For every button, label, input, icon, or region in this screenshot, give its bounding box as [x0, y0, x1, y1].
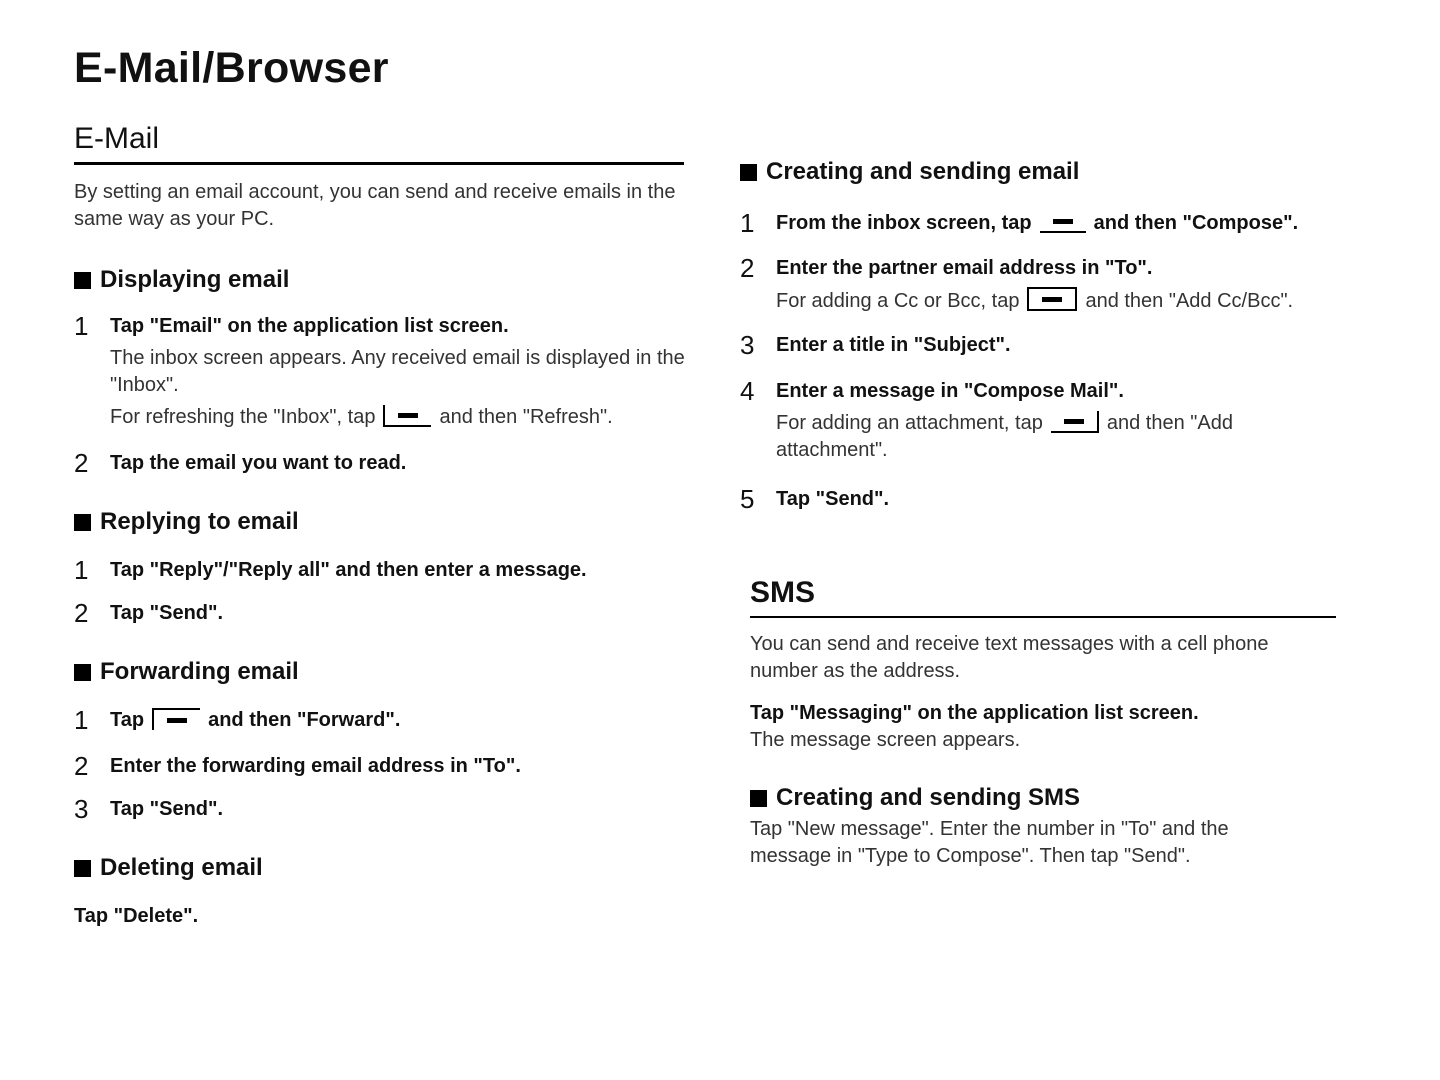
forward-step-3: [74, 796, 223, 823]
step-text: and then "Compose".: [1093, 212, 1299, 234]
sms-tap-line: Tap "Messaging" on the application list screen.: [750, 702, 1199, 724]
step-number: 1: [74, 311, 89, 341]
step-text: Tap "Send".: [776, 488, 890, 510]
sms-section-rule: [750, 616, 1336, 618]
square-bullet-icon: [74, 860, 91, 877]
step-text: Tap "Reply"/"Reply all" and then enter a message.: [110, 559, 587, 581]
display-step-2: [74, 450, 406, 477]
step-text: From the inbox screen, tap: [776, 212, 1032, 234]
step-number: 5: [740, 484, 755, 514]
step-number: 1: [74, 555, 89, 585]
step-text: Tap the email you want to read.: [110, 452, 407, 474]
creating-email-heading: [740, 158, 1079, 186]
page-title: E-Mail/Browser: [74, 44, 389, 92]
square-bullet-icon: [74, 272, 91, 289]
square-bullet-icon: [750, 790, 767, 807]
step-number: 2: [74, 751, 89, 781]
forwarding-email-heading: [74, 658, 299, 686]
display-step-1: [74, 313, 686, 431]
step-text: Enter a message in "Compose Mail".: [776, 380, 1124, 402]
create-step-4: [740, 378, 1336, 464]
step-number: 1: [740, 208, 755, 238]
step-note: [776, 410, 1336, 464]
step-number: 1: [74, 705, 89, 735]
step-number: 4: [740, 376, 755, 406]
note-text: For adding an attachment, tap: [776, 412, 1043, 434]
step-text: Tap "Send".: [110, 798, 224, 820]
menu-key-icon: [1051, 411, 1099, 433]
note-text: and then "Refresh".: [439, 406, 613, 428]
email-section-rule: [74, 162, 684, 165]
create-step-5: [740, 486, 889, 513]
menu-key-icon: [1040, 211, 1086, 233]
note-text: and then "Add Cc/Bcc".: [1085, 290, 1294, 312]
forward-step-1: [74, 707, 400, 734]
step-text: Enter the forwarding email address in "To".: [110, 755, 521, 777]
sms-tap-note: The message screen appears.: [750, 729, 1021, 751]
reply-step-1: [74, 557, 587, 584]
heading-text: Creating and sending email: [766, 158, 1080, 185]
heading-text: Forwarding email: [100, 658, 299, 685]
creating-sms-heading: [750, 784, 1080, 812]
menu-key-icon: [1027, 287, 1077, 311]
step-number: 3: [74, 794, 89, 824]
email-intro: By setting an email account, you can send and receive emails in the same way as your PC.: [74, 181, 676, 230]
step-text: Tap "Email" on the application list screen.: [110, 315, 509, 337]
step-text: Enter a title in "Subject".: [776, 334, 1011, 356]
step-number: 2: [740, 253, 755, 283]
heading-text: Displaying email: [100, 266, 290, 293]
forward-step-2: [74, 753, 521, 780]
heading-text: Creating and sending SMS: [776, 784, 1081, 811]
step-number: 2: [74, 598, 89, 628]
email-section-title: E-Mail: [74, 122, 160, 155]
menu-key-icon: [383, 405, 431, 427]
create-step-3: [740, 332, 1011, 359]
reply-step-2: [74, 600, 223, 627]
step-text: and then "Forward".: [208, 709, 401, 731]
delete-text: Tap "Delete".: [74, 905, 199, 927]
sms-intro: You can send and receive text messages with a cell phone number as the address.: [750, 633, 1269, 682]
note-text: For adding a Cc or Bcc, tap: [776, 290, 1020, 312]
step-note: [776, 287, 1293, 315]
displaying-email-heading: [74, 266, 289, 294]
create-step-1: [740, 210, 1298, 237]
step-text: Enter the partner email address in "To".: [776, 257, 1153, 279]
step-note: The inbox screen appears. Any received email is displayed in the "Inbox".: [110, 347, 685, 396]
square-bullet-icon: [74, 664, 91, 681]
sms-create-text: Tap "New message". Enter the number in "To" and the message in "Type to Compose". Then tap "Send".: [750, 818, 1229, 867]
step-number: 3: [740, 330, 755, 360]
note-text: For refreshing the "Inbox", tap: [110, 406, 376, 428]
sms-section-title: SMS: [750, 576, 816, 609]
step-text: Tap: [110, 709, 145, 731]
step-text: Tap "Send".: [110, 602, 224, 624]
square-bullet-icon: [740, 164, 757, 181]
deleting-email-heading: [74, 854, 263, 882]
note-text: and then "Add attachment".: [776, 412, 1233, 461]
step-number: 2: [74, 448, 89, 478]
heading-text: Deleting email: [100, 854, 263, 881]
menu-key-icon: [152, 708, 200, 730]
step-note-refresh: [110, 404, 686, 431]
replying-email-heading: [74, 508, 299, 536]
square-bullet-icon: [74, 514, 91, 531]
create-step-2: [740, 255, 1293, 315]
heading-text: Replying to email: [100, 508, 299, 535]
